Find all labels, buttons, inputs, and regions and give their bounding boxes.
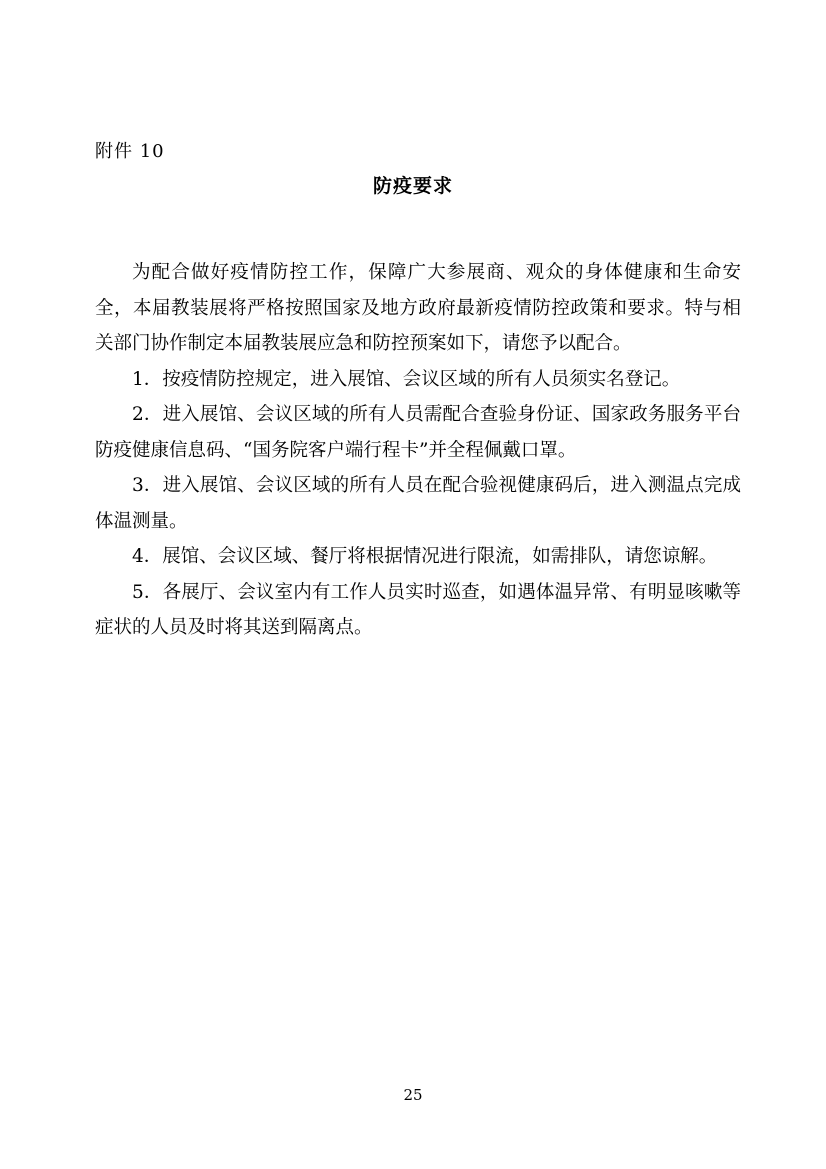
page-number: 25 [403,1086,423,1104]
intro-paragraph: 为配合做好疫情防控工作，保障广大参展商、观众的身体健康和生命安全，本届教装展将严格按照国家及地方政府最新疫情防控政策和要求。特与相关部门协作制定本届教装展应急和防控预案如下，请您予以配合。 [95,262,741,354]
document-body [95,255,741,646]
requirement-item-5: 5．各展厅、会议室内有工作人员实时巡查，如遇体温异常、有明显咳嗽等症状的人员及时将其送到隔离点。 [95,581,741,638]
requirement-item-2: 2．进入展馆、会议区域的所有人员需配合查验身份证、国家政务服务平台防疫健康信息码、“国务院客户端行程卡”并全程佩戴口罩。 [95,404,741,461]
document-title: 防疫要求 [372,175,453,197]
requirement-item-1: 1．按疫情防控规定，进入展馆、会议区域的所有人员须实名登记。 [132,368,681,390]
requirement-item-4: 4．展馆、会议区域、餐厅将根据情况进行限流，如需排队，请您谅解。 [132,546,718,567]
attachment-label: 附件 10 [95,141,165,162]
requirement-item-3: 3．进入展馆、会议区域的所有人员在配合验视健康码后，进入测温点完成体温测量。 [95,475,741,532]
